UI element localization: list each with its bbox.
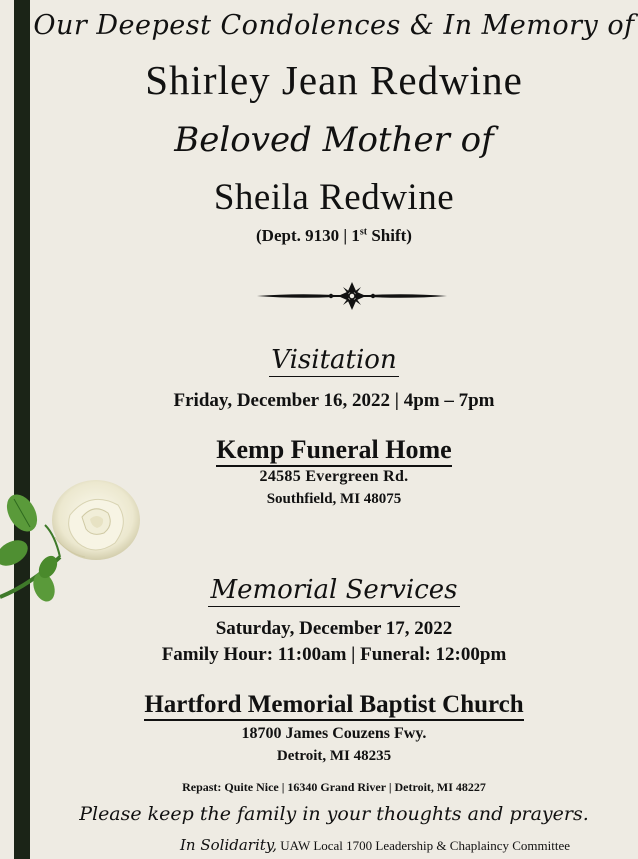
memorial-address-line1: 18700 James Couzens Fwy.: [241, 725, 427, 742]
memorial-venue: [30, 691, 638, 719]
memorial-date: Saturday, December 17, 2022: [215, 618, 453, 639]
signature-lead: In Solidarity,: [180, 836, 278, 854]
visitation-address-line1: 24585 Evergreen Rd.: [259, 468, 409, 485]
memorial-heading-text: Memorial Services: [210, 575, 458, 605]
memorial-venue-text: Hartford Memorial Baptist Church: [144, 691, 523, 721]
visitation-venue: [30, 435, 638, 465]
dept-info-suffix: Shift): [367, 226, 412, 245]
closing-message: Please keep the family in your thoughts and prayers.: [79, 803, 589, 825]
visitation-venue-text: Kemp Funeral Home: [216, 435, 451, 467]
visitation-address-line2: Southfield, MI 48075: [266, 491, 402, 507]
signature-org: UAW Local 1700 Leadership & Chaplaincy Committee: [277, 838, 570, 853]
memorial-address-line2: Detroit, MI 48235: [276, 748, 392, 764]
relation-line: Beloved Mother of: [174, 120, 494, 160]
repast-info: Repast: Quite Nice | 16340 Grand River | Detroit, MI 48227: [182, 780, 486, 794]
dept-info: [30, 226, 638, 246]
visitation-heading: [30, 345, 638, 377]
ornament-divider: [255, 280, 449, 312]
visitation-heading-text: Visitation: [271, 345, 397, 375]
dept-info-prefix: (Dept. 9130 | 1: [256, 226, 360, 245]
memorial-heading: [30, 575, 638, 607]
honoree-name: Sheila Redwine: [213, 177, 455, 218]
dept-info-sup: st: [359, 226, 368, 238]
memorial-times: Family Hour: 11:00am | Funeral: 12:00pm: [161, 644, 507, 665]
visitation-datetime: Friday, December 16, 2022 | 4pm – 7pm: [173, 390, 495, 411]
left-border-bar: [14, 0, 30, 859]
condolences-heading: Our Deepest Condolences & In Memory of: [33, 10, 635, 41]
signature-line: [180, 836, 570, 854]
deceased-name: Shirley Jean Redwine: [145, 57, 523, 103]
